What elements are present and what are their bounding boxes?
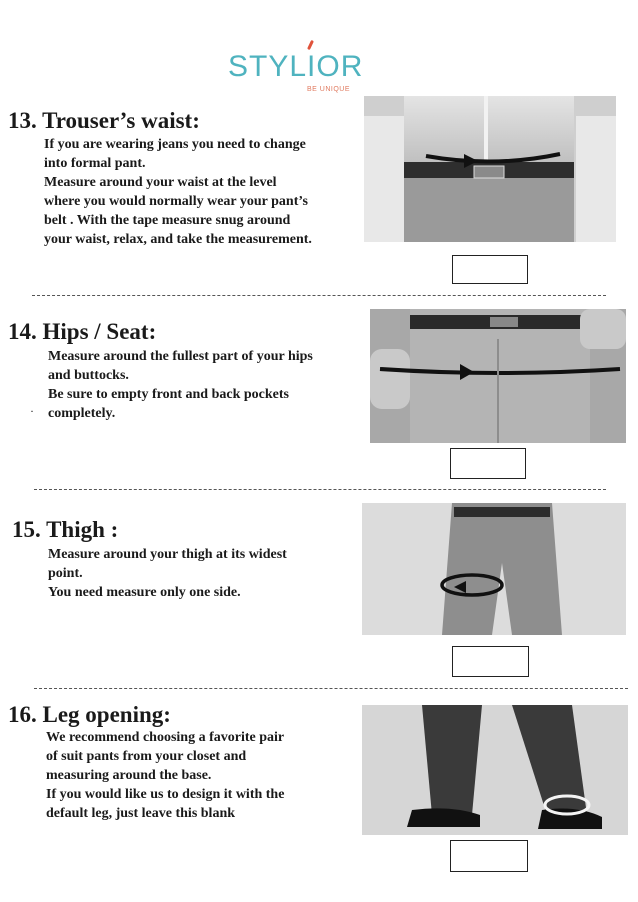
section-divider — [34, 688, 628, 689]
waist-measurement-photo — [364, 96, 616, 242]
leg-opening-measurement-photo — [362, 705, 628, 835]
description-line: completely. — [48, 406, 116, 421]
thigh-measurement-photo — [362, 503, 626, 635]
description-line: Measure around your waist at the level — [44, 175, 277, 190]
description-line: into formal pant. — [44, 156, 146, 171]
description-line: belt . With the tape measure snug around — [44, 213, 291, 228]
hips-measurement-input-box[interactable] — [450, 448, 526, 479]
thigh-measurement-input-box[interactable] — [452, 646, 529, 677]
section-description-leg-opening — [46, 728, 366, 823]
section-description-thigh — [48, 545, 368, 602]
description-line: You need measure only one side. — [48, 585, 241, 600]
description-line: Measure around the fullest part of your hips — [48, 349, 313, 364]
description-line: Be sure to empty front and back pockets — [48, 387, 289, 402]
section-divider — [32, 295, 606, 296]
description-line: If you would like us to design it with the — [46, 787, 285, 802]
hips-measurement-photo — [370, 309, 626, 443]
logo-tagline: BE UNIQUE — [306, 86, 350, 93]
waist-measurement-input-box[interactable] — [452, 255, 528, 284]
description-line: measuring around the base. — [46, 768, 212, 783]
description-line: your waist, relax, and take the measurement. — [44, 232, 312, 247]
description-line: If you are wearing jeans you need to change — [44, 137, 306, 152]
description-line: where you would normally wear your pant’s — [44, 194, 308, 209]
leg-opening-measurement-input-box[interactable] — [450, 840, 528, 872]
stylior-logo — [228, 40, 364, 100]
section-description-hips — [48, 347, 368, 423]
stray-bullet: · — [30, 404, 34, 418]
description-line: point. — [48, 566, 83, 581]
section-title-waist: 13. Trouser’s waist: — [8, 108, 200, 133]
logo-accent-mark — [307, 40, 314, 50]
section-title-leg-opening: 16. Leg opening: — [8, 702, 171, 727]
section-description-waist — [44, 135, 364, 249]
description-line: We recommend choosing a favorite pair — [46, 730, 285, 745]
section-title-hips: 14. Hips / Seat: — [8, 319, 157, 344]
description-line: default leg, just leave this blank — [46, 806, 236, 821]
description-line: of suit pants from your closet and — [46, 749, 247, 764]
description-line: Measure around your thigh at its widest — [48, 547, 287, 562]
logo-brand-name: STYLIOR — [228, 50, 364, 83]
section-divider — [34, 489, 606, 490]
section-title-thigh: 15. Thigh : — [12, 517, 119, 542]
description-line: and buttocks. — [48, 368, 129, 383]
